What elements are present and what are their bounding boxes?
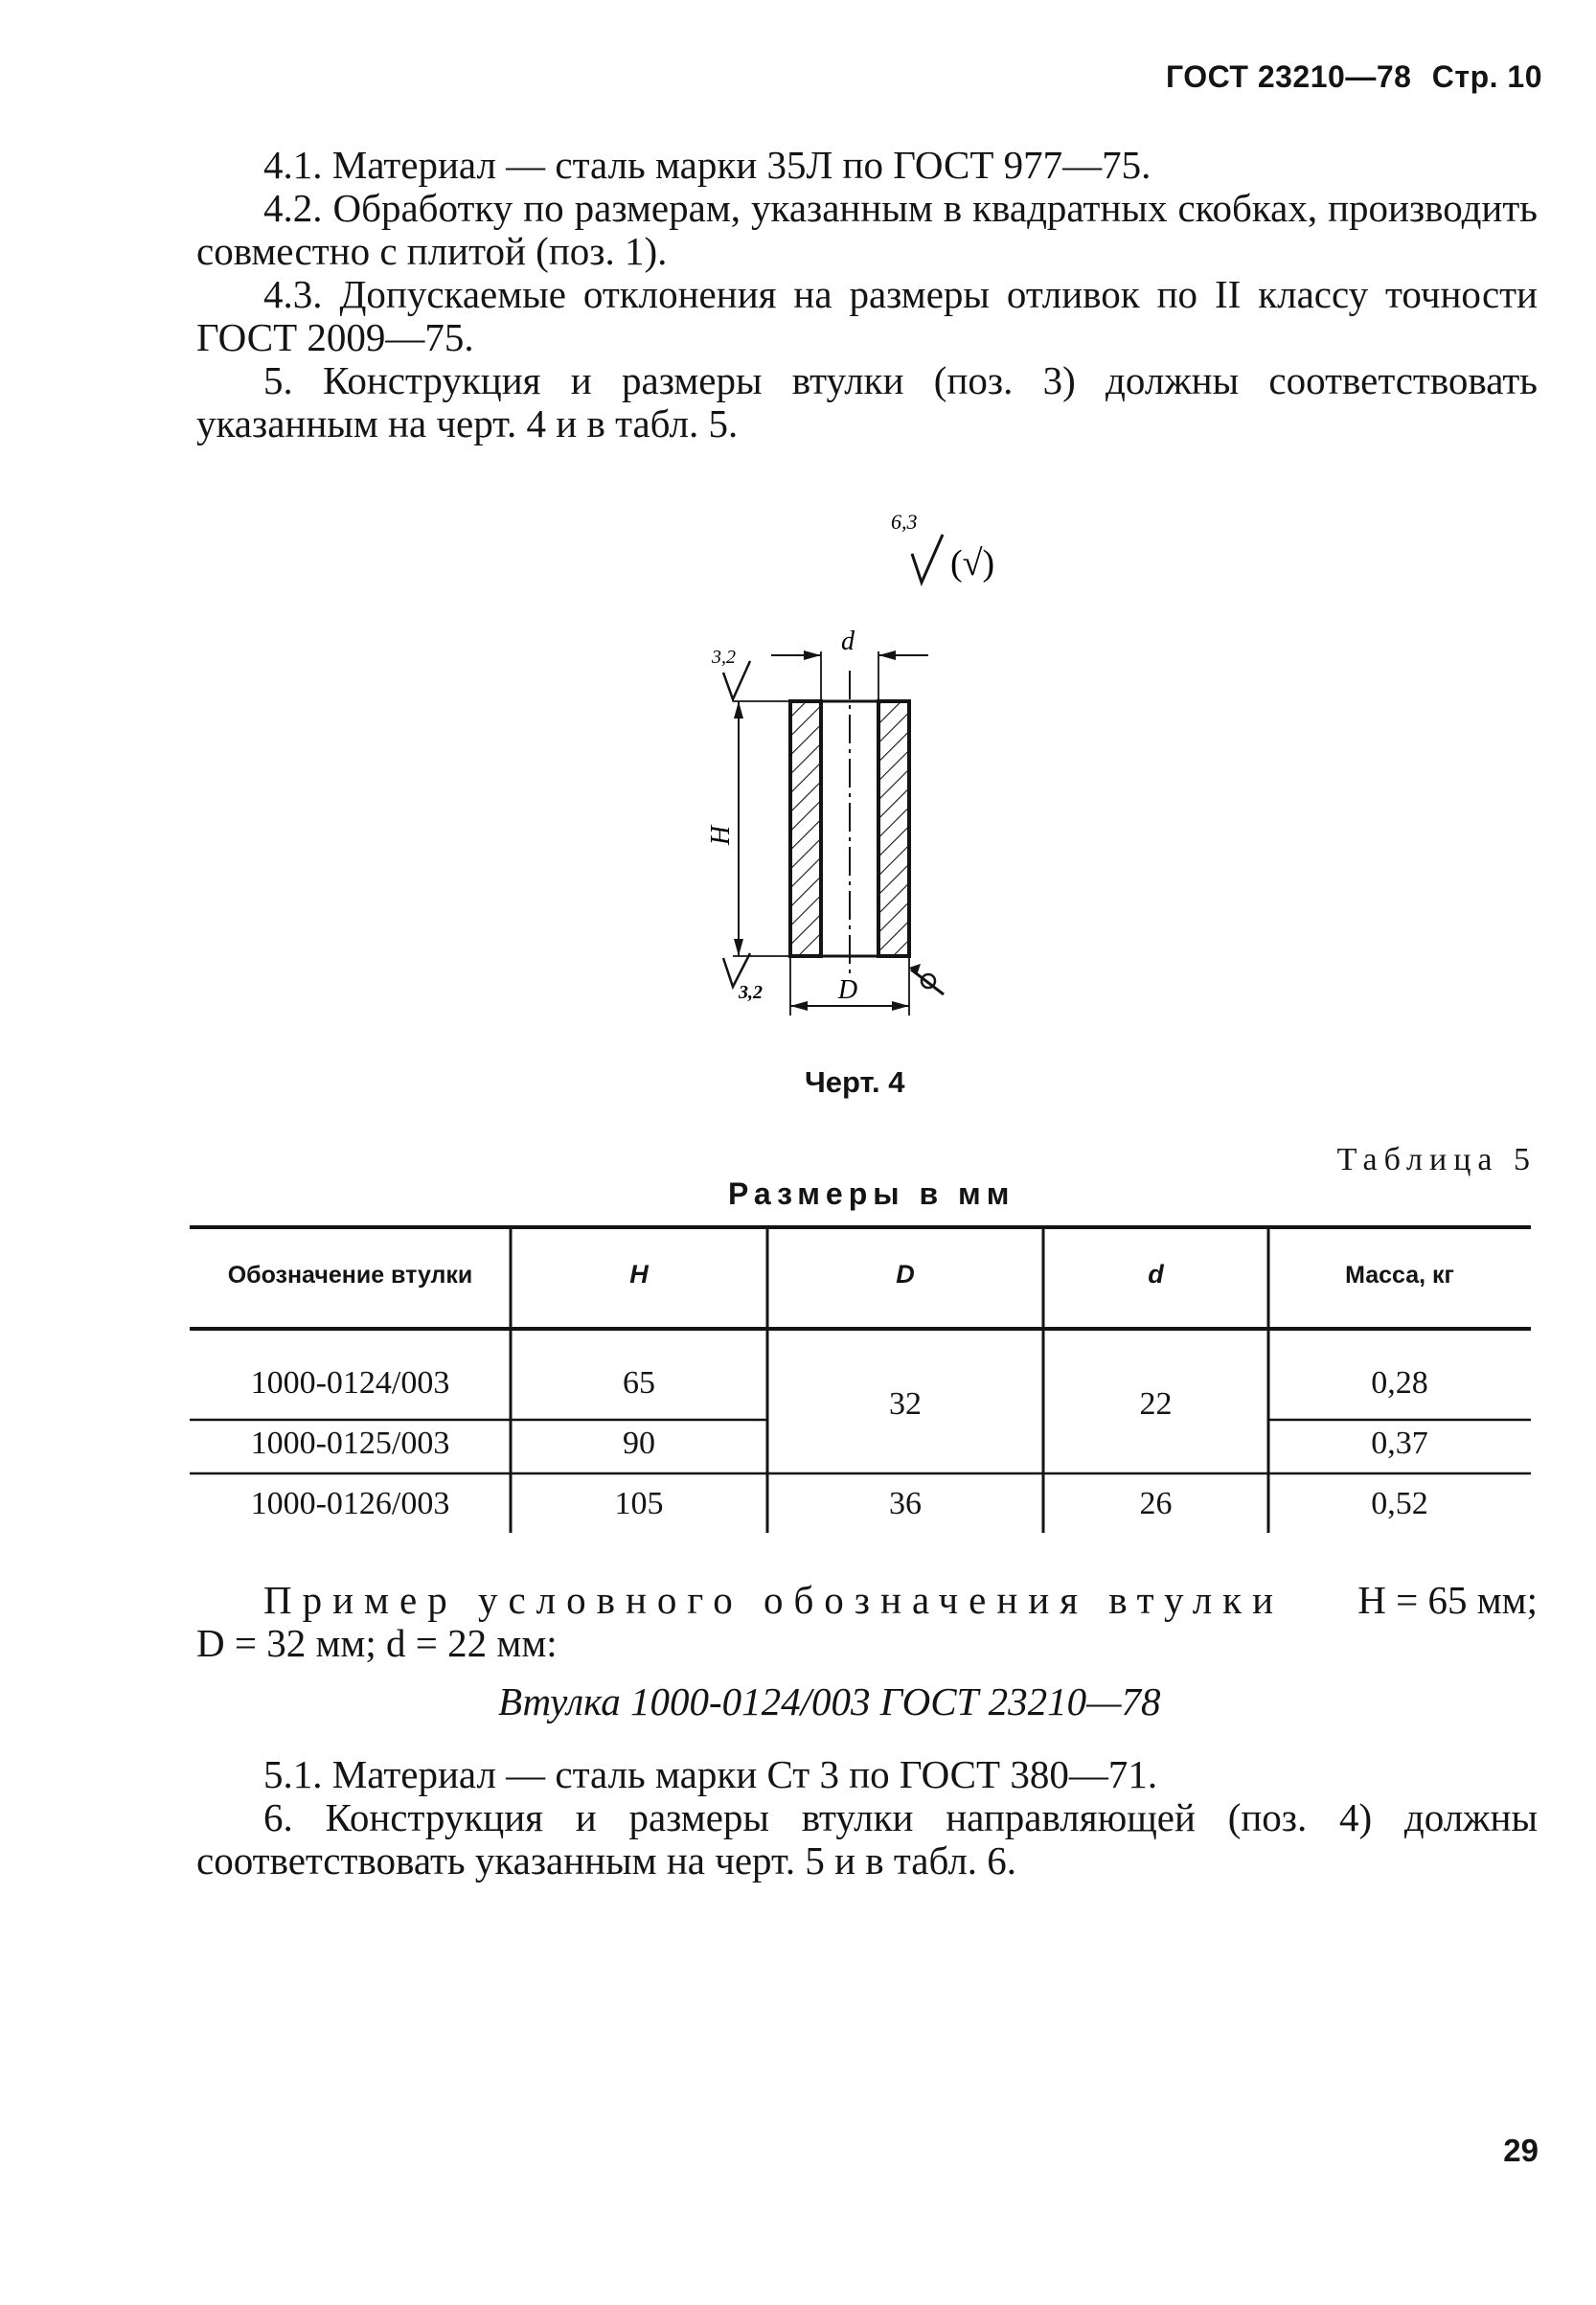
table-row-3-designation: 1000-0126/003 [250,1486,450,1521]
paragraph-4-3: 4.3. Допускаемые отклонения на размеры отливок по II классу точности ГОСТ 2009—75. [196,272,1539,359]
dim-H-label: H [706,825,736,846]
table-row-3-mass: 0,52 [1371,1486,1428,1521]
table-row-3-H: 105 [614,1486,664,1521]
dimensions-table [190,1221,1531,1557]
top-roughness-value: 3,2 [712,647,736,668]
page-number: 29 [1503,2133,1539,2168]
header-H: H [629,1260,649,1289]
table-row-1-designation: 1000-0124/003 [250,1365,450,1401]
paragraph-4-2: 4.2. Обработку по размерам, указанным в квадратных скобках, производить совместно с плитой (поз. 1). [196,186,1538,273]
table-row-2-H: 90 [623,1426,655,1461]
page-label: Стр. 10 [1431,59,1542,94]
table-row-3-D: 36 [889,1486,922,1521]
dim-D-label: D [837,975,858,1005]
table-merged-d: 22 [1139,1386,1173,1422]
right-wall-section [878,701,909,956]
header-designation: Обозначение втулки [227,1262,473,1289]
table-merged-D: 32 [889,1386,922,1422]
left-wall-section [790,701,821,956]
table-label: Таблица 5 [1336,1142,1537,1177]
header-d: d [1148,1260,1164,1289]
roughness-value: 6,3 [891,510,918,534]
text-section-bottom [196,1753,1538,1883]
drawing-caption: Черт. 4 [805,1065,905,1099]
table-row-1-mass: 0,28 [1371,1365,1428,1401]
bottom-roughness-value: 3,2 [739,982,763,1003]
paragraph-6: 6. Конструкция и размеры втулки направляющей (поз. 4) должны соответствовать указанным на черт. 5 и в табл. 6. [196,1795,1538,1883]
example-params-1: H = 65 мм; [1357,1578,1538,1622]
standard-number: ГОСТ 23210—78 [1165,59,1412,94]
example-designation: Втулка 1000-0124/003 ГОСТ 23210—78 [498,1679,1161,1723]
page-header [1154,59,1542,95]
units-label: Размеры в мм [728,1176,1015,1211]
header-mass: Масса, кг [1345,1262,1454,1289]
text-section-top [196,144,1538,445]
designation-example [196,1579,1538,1665]
example-lead: Пример условного обозначения втулки [263,1578,1285,1622]
table-row-1-H: 65 [623,1365,655,1401]
paragraph-5: 5. Конструкция и размеры втулки (поз. 3) должны соответствовать указанным на черт. 4 и в табл. 5. [196,358,1538,445]
dim-d-label: d [841,627,855,656]
example-params-2: D = 32 мм; d = 22 мм: [196,1621,558,1665]
roughness-check-icon [912,535,943,582]
general-roughness-mark [879,506,1033,592]
bushing-drawing [704,613,1001,1035]
table-row-2-mass: 0,37 [1371,1426,1428,1461]
table-row-2-designation: 1000-0125/003 [250,1426,450,1461]
paragraph-5-1: 5.1. Материал — сталь марки Ст 3 по ГОСТ 380—71. [263,1752,1158,1796]
roughness-paren: (√) [950,543,995,583]
table-row-3-d: 26 [1139,1486,1173,1521]
header-D: D [896,1260,915,1289]
paragraph-4-1: 4.1. Материал — сталь марки 35Л по ГОСТ 977—75. [263,143,1151,187]
